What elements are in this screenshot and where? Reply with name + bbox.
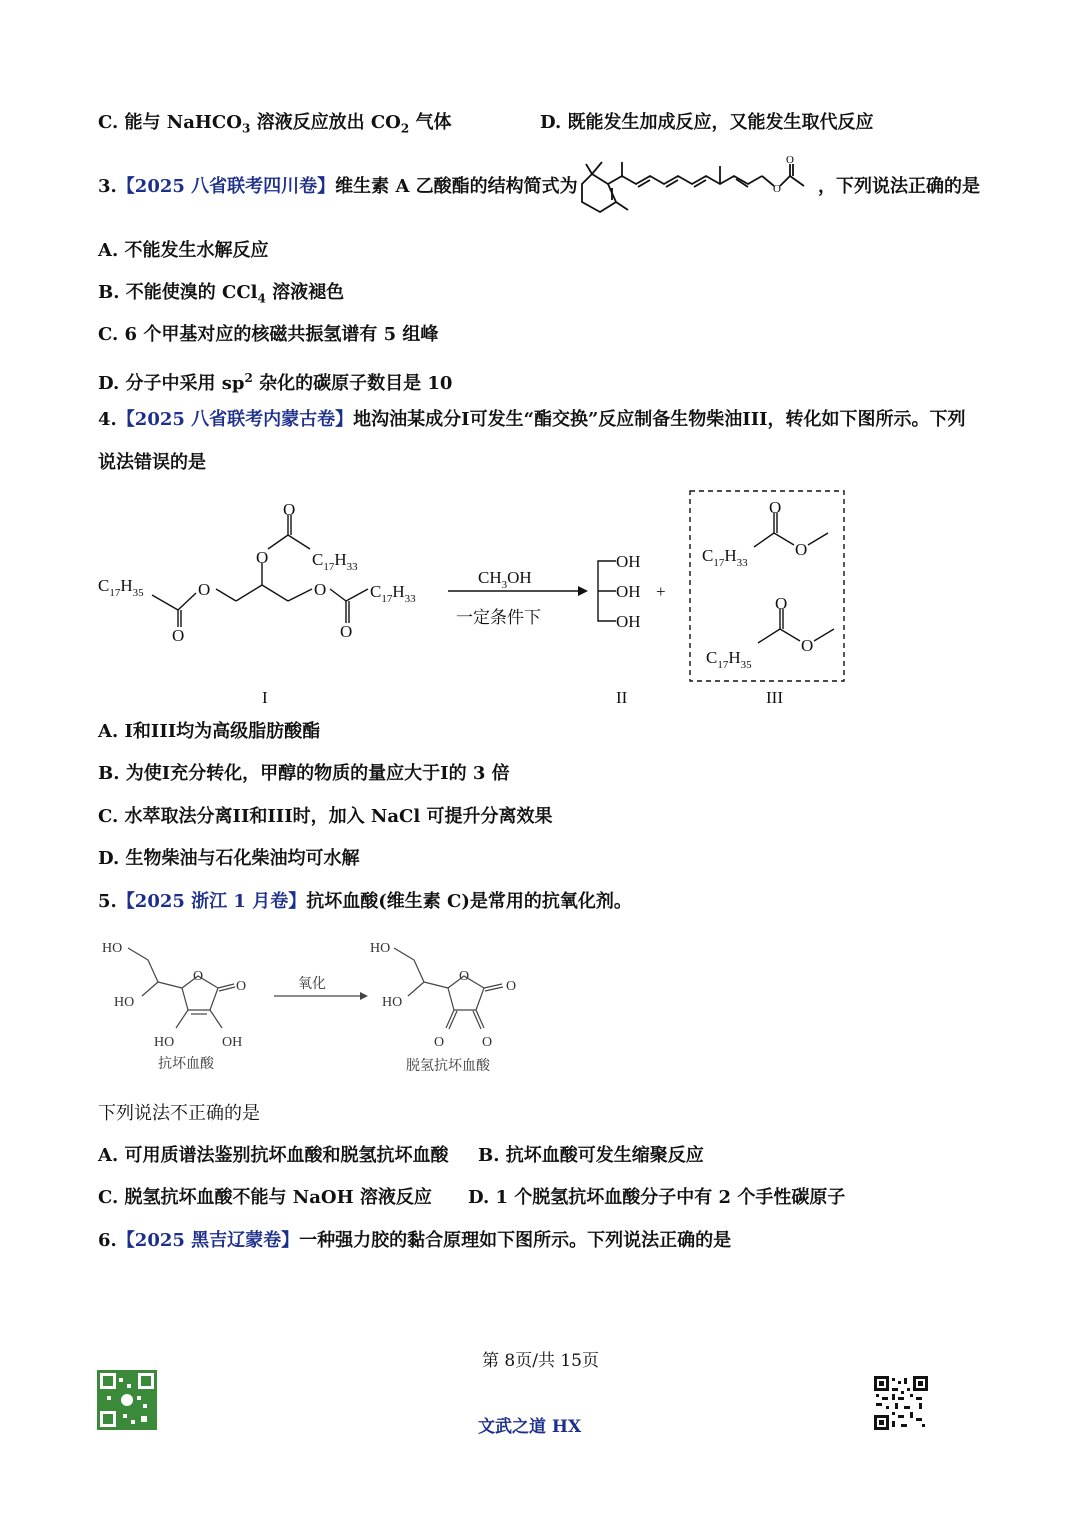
option-3a: A. 不能发生水解反应 [98, 240, 269, 261]
svg-text:O: O [256, 548, 269, 567]
svg-text:O: O [786, 154, 794, 166]
svg-text:一定条件下: 一定条件下 [456, 608, 541, 627]
question-5-stem-2: 下列说法不正确的是 [98, 1103, 260, 1124]
transesterification-figure [90, 485, 860, 715]
svg-text:O: O [314, 580, 327, 599]
option-2d: D. 既能发生加成反应，又能发生取代反应 [540, 112, 874, 133]
option-4c: C. 水萃取法分离II和III时，加入 NaCl 可提升分离效果 [98, 806, 553, 827]
option-3d: D. 分子中采用 $sp^2$ 杂化的碳原子数目是 10 [98, 371, 453, 394]
svg-text:+: + [656, 582, 666, 601]
svg-text:C17H33: $C_{17}H_{33}$ [702, 546, 748, 569]
svg-text:C17H33: $C_{17}H_{33}$ [312, 550, 358, 573]
svg-text:HO: HO [370, 941, 391, 956]
svg-text:O: O [506, 979, 517, 994]
svg-text:HO: HO [114, 995, 135, 1010]
svg-text:O: O [769, 498, 782, 517]
svg-text:O: O [775, 594, 788, 613]
svg-text:CH3OH: $CH_3OH$ [478, 568, 532, 591]
question-5-stem: 5.【2025 浙江 1 月卷】抗坏血酸(维生素 C)是常用的抗氧化剂。 [98, 891, 632, 912]
source-tag: 【2025 浙江 1 月卷】 [116, 891, 307, 912]
right-qr-code-icon [874, 1376, 928, 1430]
svg-text:C17H35: $C_{17}H_{35}$ [706, 648, 752, 671]
svg-text:C17H33: $C_{17}H_{33}$ [370, 582, 416, 605]
source-tag: 【2025 黑吉辽蒙卷】 [116, 1230, 300, 1251]
option-5d: D. 1 个脱氢抗坏血酸分子中有 2 个手性碳原子 [468, 1187, 846, 1208]
svg-text:OH: OH [222, 1035, 243, 1050]
option-5b: B. 抗坏血酸可发生缩聚反应 [478, 1145, 704, 1166]
svg-text:O: O [340, 622, 353, 641]
svg-text:HO: HO [102, 941, 123, 956]
svg-text:O: O [434, 1035, 445, 1050]
question-3-stem: 3.【2025 八省联考四川卷】维生素 A 乙酸酯的结构简式为 [98, 176, 578, 197]
svg-text:O: O [236, 979, 247, 994]
svg-text:O: O [801, 636, 814, 655]
option-5a: A. 可用质谱法鉴别抗坏血酸和脱氢抗坏血酸 [98, 1145, 449, 1166]
svg-text:C17H35: $C_{17}H_{35}$ [98, 576, 144, 599]
svg-text:OH: OH [616, 612, 641, 631]
option-4a: A. I和III均为高级脂肪酸酯 [98, 721, 321, 742]
svg-text:I: I [262, 688, 268, 707]
question-6-stem: 6.【2025 黑吉辽蒙卷】一种强力胶的黏合原理如下图所示。下列说法正确的是 [98, 1230, 732, 1251]
left-qr-code-icon [97, 1370, 157, 1430]
svg-text:HO: HO [154, 1035, 175, 1050]
source-tag: 【2025 八省联考内蒙古卷】 [116, 409, 354, 430]
source-tag: 【2025 八省联考四川卷】 [116, 176, 336, 197]
svg-text:O: O [795, 540, 808, 559]
svg-text:O: O [193, 969, 204, 984]
svg-text:O: O [172, 626, 185, 645]
vitamin-a-acetate-structure [578, 152, 818, 222]
svg-text:O: O [482, 1035, 493, 1050]
question-4-stem: 4.【2025 八省联考内蒙古卷】地沟油某成分I可发生“酯交换”反应制备生物柴油III，转化如下图所示。下列 [98, 409, 966, 430]
question-4-stem-2: 说法错误的是 [98, 452, 206, 473]
option-3c: C. 6 个甲基对应的核磁共振氢谱有 5 组峰 [98, 324, 439, 345]
option-4d: D. 生物柴油与石化柴油均可水解 [98, 848, 360, 869]
option-2c: C. 能与 NaHCO$_3$ 溶液反应放出 $CO_2$ 气体 [98, 112, 452, 136]
question-3-stem-tail: ，下列说法正确的是 [818, 176, 980, 197]
svg-text:氧化: 氧化 [298, 977, 326, 992]
svg-text:抗坏血酸: 抗坏血酸 [158, 1057, 214, 1072]
option-3b: B. 不能使溴的 CCl$_4$ 溶液褪色 [98, 282, 345, 306]
svg-text:脱氢抗坏血酸: 脱氢抗坏血酸 [406, 1059, 490, 1074]
page-number: 第 8页/共 15页 [482, 1351, 599, 1371]
svg-text:O: O [283, 500, 296, 519]
svg-text:OH: OH [616, 552, 641, 571]
svg-text:O: O [459, 969, 470, 984]
ascorbic-acid-oxidation-figure [98, 930, 538, 1080]
svg-text:O: O [198, 580, 211, 599]
svg-text:OH: OH [616, 582, 641, 601]
svg-text:III: III [766, 688, 783, 707]
option-5c: C. 脱氢抗坏血酸不能与 NaOH 溶液反应 [98, 1187, 432, 1208]
svg-text:HO: HO [382, 995, 403, 1010]
svg-text:II: II [616, 688, 628, 707]
svg-text:O: O [773, 183, 781, 195]
option-4b: B. 为使I充分转化，甲醇的物质的量应大于I的 3 倍 [98, 763, 510, 784]
brand-text: 文武之道 HX [478, 1417, 582, 1437]
